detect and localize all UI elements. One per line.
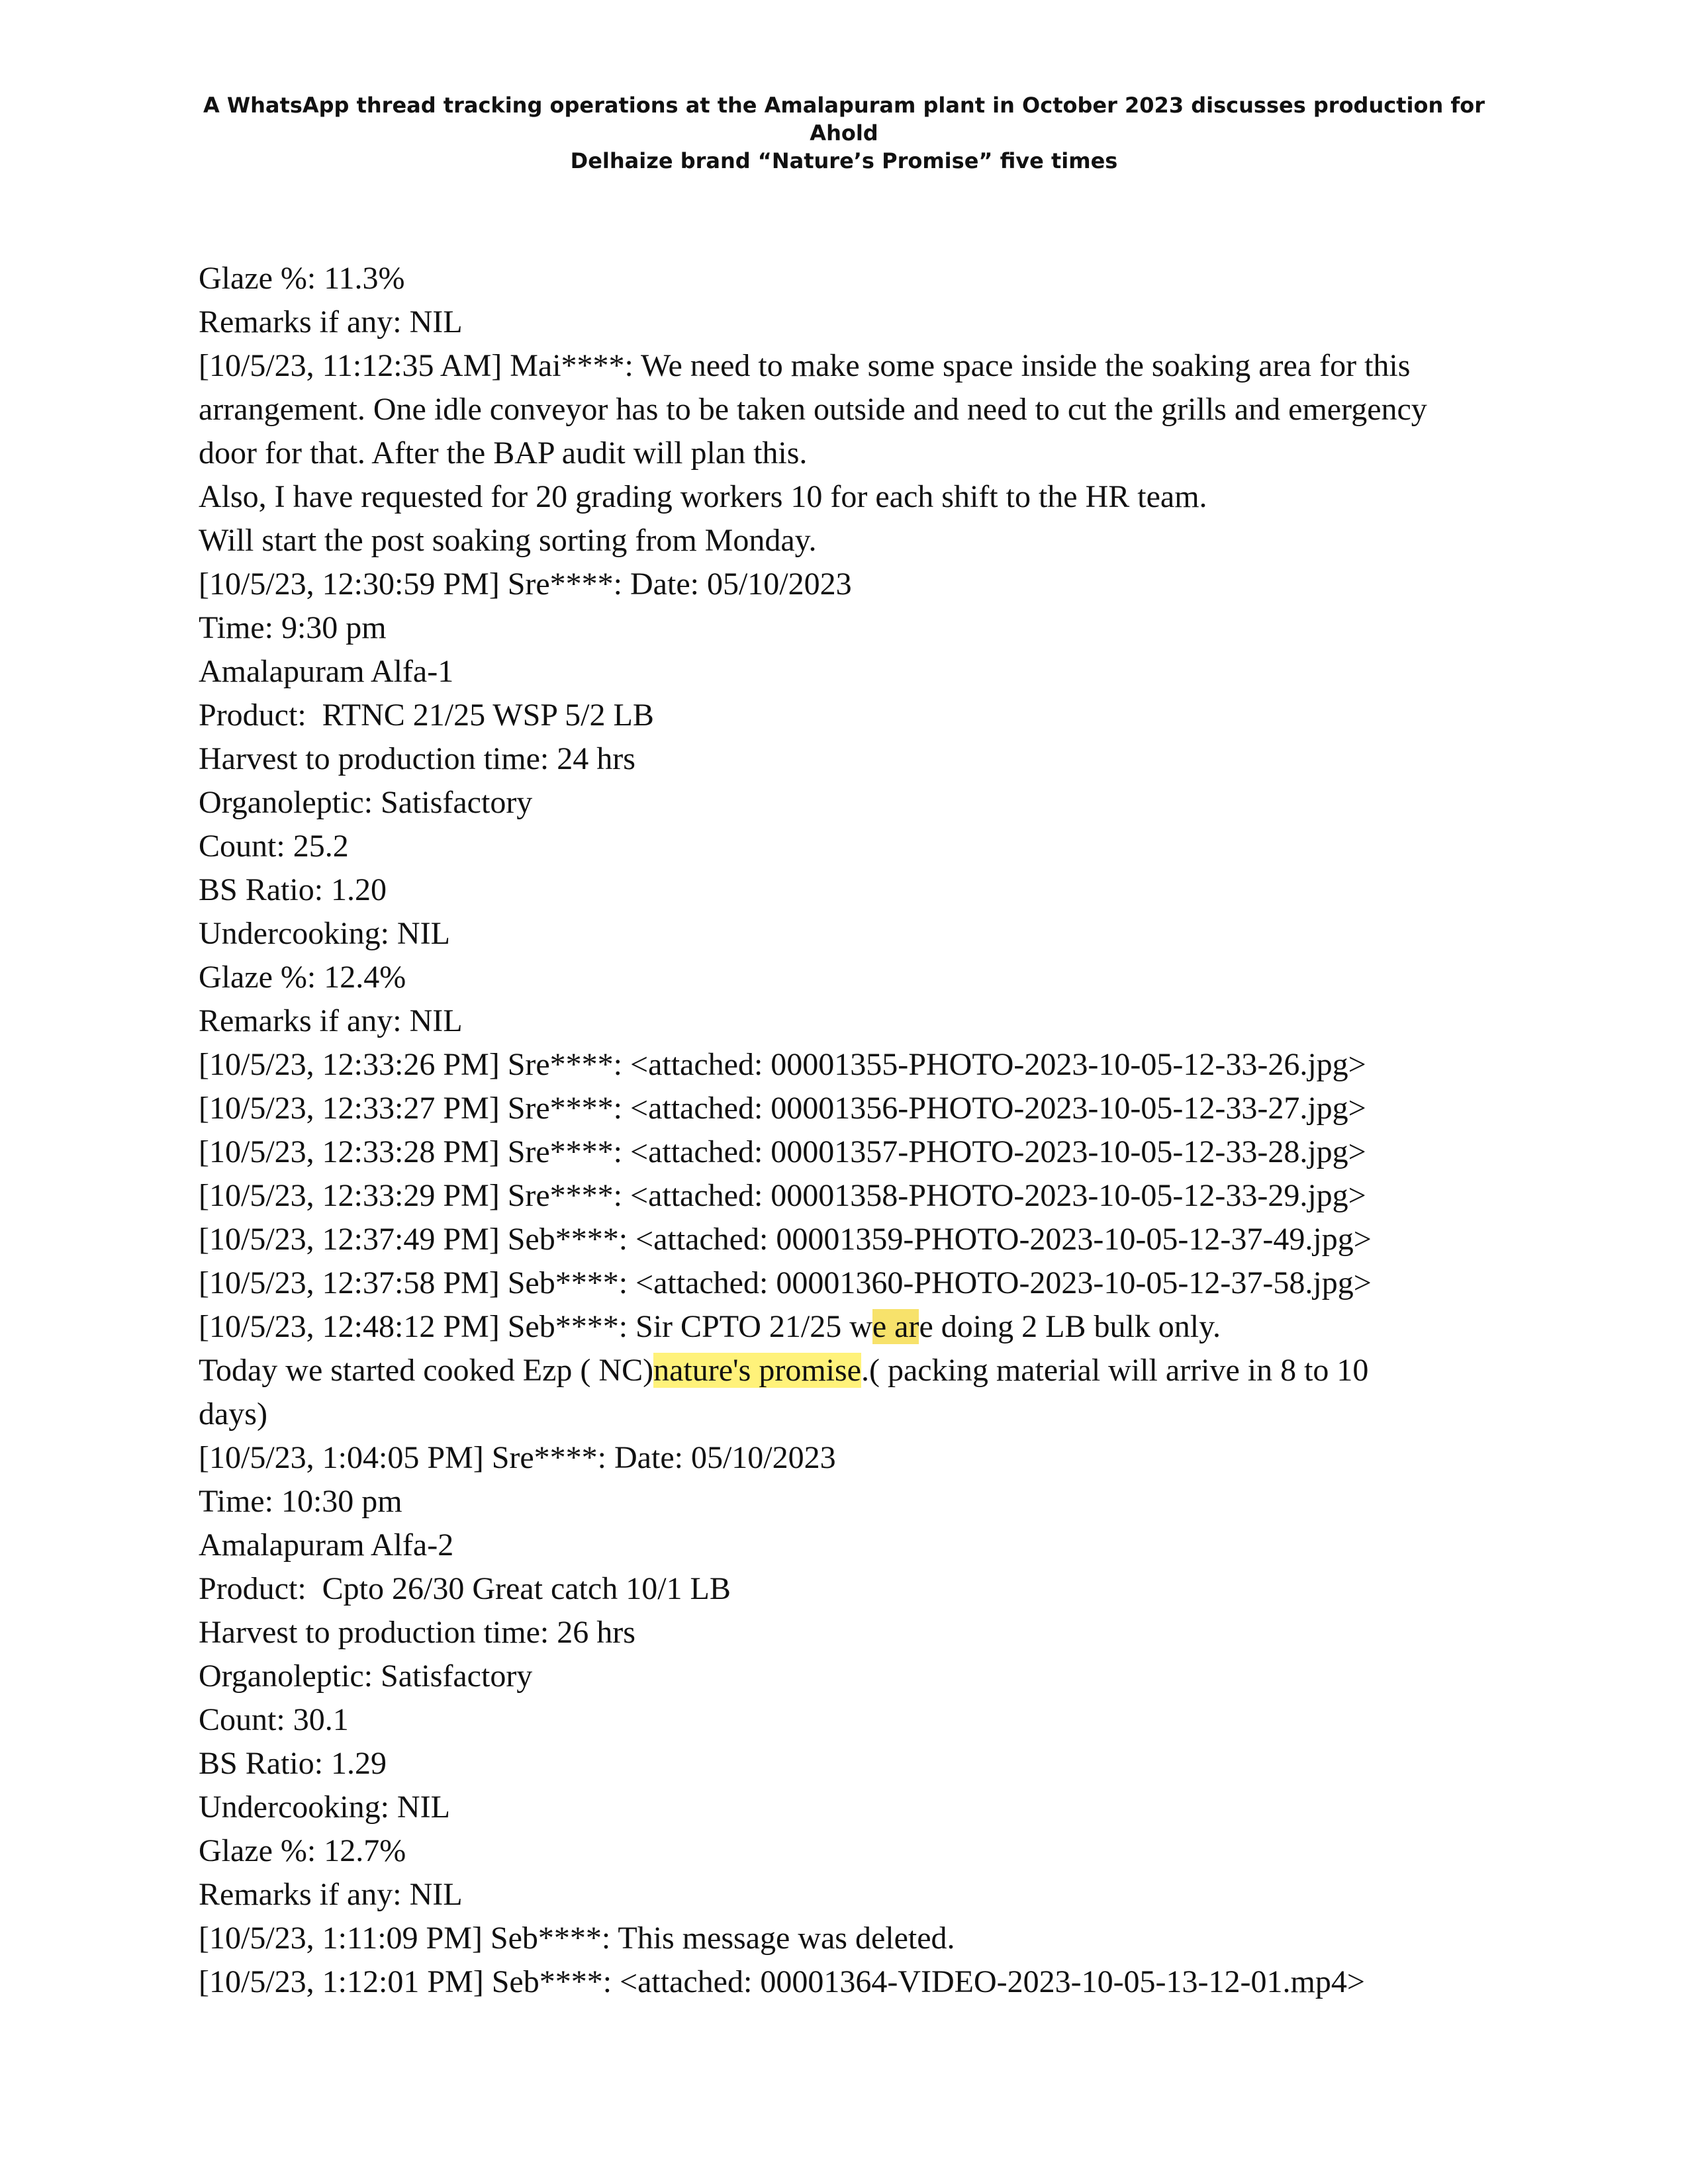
transcript-line: arrangement. One idle conveyor has to be taken outside and need to cut the grills and emergency <box>199 392 1427 427</box>
transcript-line: [10/5/23, 12:33:29 PM] Sre****: <attached: 00001358-PHOTO-2023-10-05-12-33-29.jpg> <box>199 1178 1366 1213</box>
transcript-line: [10/5/23, 11:12:35 AM] Mai****: We need to make some space inside the soaking area for this <box>199 348 1411 383</box>
transcript-line: Count: 30.1 <box>199 1702 349 1737</box>
transcript-line: Count: 25.2 <box>199 829 349 864</box>
transcript-line: [10/5/23, 12:37:58 PM] Seb****: <attached: 00001360-PHOTO-2023-10-05-12-37-58.jpg> <box>199 1265 1372 1300</box>
transcript-line: [10/5/23, 12:33:26 PM] Sre****: <attached: 00001355-PHOTO-2023-10-05-12-33-26.jpg> <box>199 1047 1366 1082</box>
transcript-line: [10/5/23, 1:11:09 PM] Seb****: This message was deleted. <box>199 1921 955 1956</box>
transcript-line: Harvest to production time: 26 hrs <box>199 1615 635 1650</box>
transcript-line: door for that. After the BAP audit will plan this. <box>199 435 808 471</box>
transcript-line: [10/5/23, 12:37:49 PM] Seb****: <attached: 00001359-PHOTO-2023-10-05-12-37-49.jpg> <box>199 1222 1372 1257</box>
small-highlight-mark: e ar <box>872 1309 919 1344</box>
transcript-line: Glaze %: 12.7% <box>199 1833 406 1868</box>
today-line-start: Today we started cooked Ezp ( NC) <box>199 1353 654 1388</box>
transcript-line: Amalapuram Alfa-2 <box>199 1527 454 1563</box>
transcript-line: BS Ratio: 1.29 <box>199 1746 387 1781</box>
transcript-line: Undercooking: NIL <box>199 916 450 951</box>
heading-line-2: Delhaize brand “Nature’s Promise” five times <box>570 148 1118 173</box>
page-heading <box>165 91 1523 175</box>
transcript-line: Remarks if any: NIL <box>199 1003 463 1038</box>
transcript-line: Product: RTNC 21/25 WSP 5/2 LB <box>199 698 654 733</box>
transcript-line: [10/5/23, 12:33:28 PM] Sre****: <attached: 00001357-PHOTO-2023-10-05-12-33-28.jpg> <box>199 1134 1366 1169</box>
transcript-line: Harvest to production time: 24 hrs <box>199 741 635 776</box>
transcript-line: [10/5/23, 12:30:59 PM] Sre****: Date: 05/10/2023 <box>199 567 852 602</box>
transcript-line-today <box>199 1349 1496 1392</box>
sir-line-end: e doing 2 LB bulk only. <box>919 1309 1221 1344</box>
transcript-line: Time: 9:30 pm <box>199 610 387 645</box>
transcript-line: Glaze %: 11.3% <box>199 261 405 296</box>
sir-line-start: [10/5/23, 12:48:12 PM] Seb****: Sir CPTO 21/25 w <box>199 1309 872 1344</box>
transcript-line: Amalapuram Alfa-1 <box>199 654 454 689</box>
transcript-line: Organoleptic: Satisfactory <box>199 1659 533 1694</box>
chat-transcript <box>199 257 1496 2004</box>
transcript-line: BS Ratio: 1.20 <box>199 872 387 907</box>
transcript-line: Remarks if any: NIL <box>199 1877 463 1912</box>
transcript-line-sir <box>199 1305 1496 1349</box>
transcript-line: days) <box>199 1396 267 1432</box>
transcript-line: Undercooking: NIL <box>199 1790 450 1825</box>
transcript-line: Glaze %: 12.4% <box>199 960 406 995</box>
transcript-line: [10/5/23, 12:33:27 PM] Sre****: <attached: 00001356-PHOTO-2023-10-05-12-33-27.jpg> <box>199 1091 1366 1126</box>
transcript-line: Product: Cpto 26/30 Great catch 10/1 LB <box>199 1571 731 1606</box>
transcript-line: [10/5/23, 1:12:01 PM] Seb****: <attached: 00001364-VIDEO-2023-10-05-13-12-01.mp4> <box>199 1964 1365 1999</box>
transcript-line: Also, I have requested for 20 grading workers 10 for each shift to the HR team. <box>199 479 1207 514</box>
transcript-line: Remarks if any: NIL <box>199 304 463 340</box>
transcript-line: [10/5/23, 1:04:05 PM] Sre****: Date: 05/10/2023 <box>199 1440 836 1475</box>
natures-promise-highlight: nature's promise <box>653 1353 861 1388</box>
heading-line-1: A WhatsApp thread tracking operations at the Amalapuram plant in October 2023 discusses production for Ahold <box>203 93 1485 146</box>
transcript-line: Organoleptic: Satisfactory <box>199 785 533 820</box>
transcript-line: Time: 10:30 pm <box>199 1484 402 1519</box>
today-line-end: .( packing material will arrive in 8 to 10 <box>861 1353 1369 1388</box>
transcript-line: Will start the post soaking sorting from Monday. <box>199 523 817 558</box>
